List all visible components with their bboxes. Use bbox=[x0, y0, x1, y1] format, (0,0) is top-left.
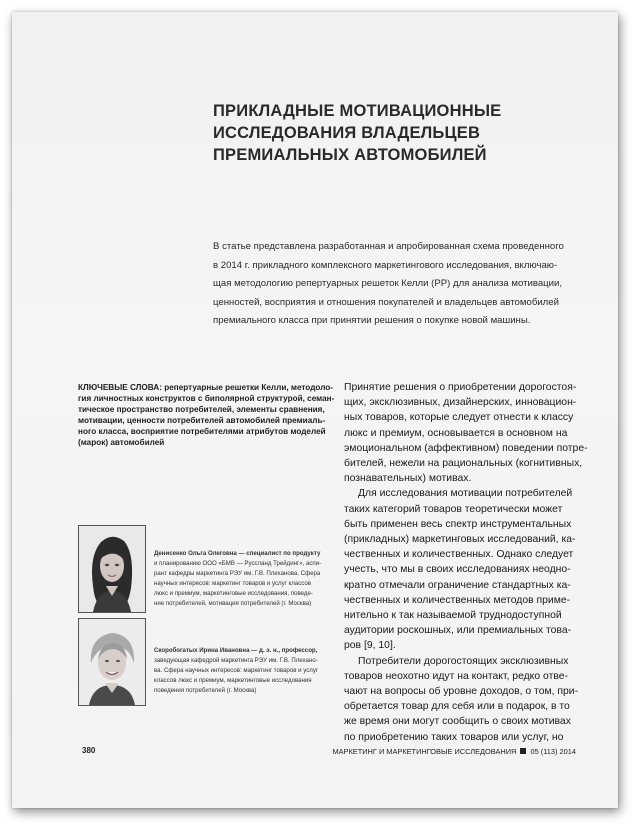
page-number: 380 bbox=[82, 746, 96, 755]
author-info-line: рант кафедры маркетинга РЭУ им. Г.В. Плеханова. Сфера bbox=[154, 570, 321, 577]
author-info-line: классов люкс и премиум, маркетинговые исследования bbox=[154, 677, 312, 684]
title-line: ИССЛЕДОВАНИЯ ВЛАДЕЛЬЦЕВ bbox=[213, 124, 481, 142]
abstract-line: в 2014 г. прикладного комплексного маркетингового исследования, включаю- bbox=[213, 259, 558, 271]
body-line: товаров неохотно идут на контакт, редко отве- bbox=[344, 670, 568, 682]
article-title bbox=[213, 100, 543, 166]
body-line: же время они могут сообщить о своих мотивах bbox=[344, 716, 571, 728]
body-line: эмоциональном (аффективном) поведении потре- bbox=[344, 442, 588, 454]
journal-name: МАРКЕТИНГ И МАРКЕТИНГОВЫЕ ИССЛЕДОВАНИЯ bbox=[332, 747, 517, 756]
body-line: таких категорий товаров теоретически может bbox=[344, 503, 563, 515]
body-line: познавательных) мотивах. bbox=[344, 473, 472, 485]
author-info-line: люкс и премиум, маркетинговые исследования, поведе- bbox=[154, 590, 313, 597]
article-abstract bbox=[213, 238, 585, 331]
article-body bbox=[344, 380, 589, 745]
keywords-line: ного класса, восприятие потребителями атрибутов моделей bbox=[78, 427, 326, 436]
author-info bbox=[154, 549, 344, 609]
body-line: по приобретению таких товаров или услуг, но bbox=[344, 731, 564, 743]
body-line: люкс и премиум, основывается в основном на bbox=[344, 427, 568, 439]
journal-footer bbox=[332, 747, 576, 756]
body-line: ров [9, 10]. bbox=[344, 640, 396, 652]
keywords-line: мотивации, ценности потребителей автомобилей премиаль- bbox=[78, 416, 326, 425]
body-line: учесть, что мы в своих исследованиях неодно- bbox=[344, 564, 571, 576]
body-line: щих, эксклюзивных, дизайнерских, инновацион- bbox=[344, 397, 577, 409]
keywords-line: (марок) автомобилей bbox=[78, 438, 165, 447]
author-info-line: Денисенко Ольга Олеговна — специалист по продукту bbox=[154, 550, 321, 557]
abstract-line: ценностей, восприятия и отношения покупателей и владельцев автомобилей bbox=[213, 296, 559, 308]
keywords-line: КЛЮЧЕВЫЕ СЛОВА: репертуарные решетки Келли, методоло- bbox=[78, 383, 334, 392]
body-line: чают на вопросы об уровне доходов, о том, при- bbox=[344, 686, 579, 698]
square-bullet-icon bbox=[520, 748, 526, 754]
title-line: ПРИКЛАДНЫЕ МОТИВАЦИОННЫЕ bbox=[213, 102, 502, 120]
author-info-line: поведения потребителей (г. Москва) bbox=[154, 687, 257, 694]
body-line: быть применен весь спектр инструментальных bbox=[344, 518, 572, 530]
abstract-line: премиального класса при принятии решения о покупке новой машины. bbox=[213, 315, 531, 326]
body-line: нительно к так называемой труднодоступной bbox=[344, 610, 562, 622]
body-line: чественных и количественных методов приме- bbox=[344, 594, 571, 606]
author-info-line: заведующая кафедрой маркетинга РЭУ им. Г.В. Плехано- bbox=[154, 657, 318, 664]
journal-issue: 05 (113) 2014 bbox=[530, 747, 576, 756]
body-line: кратно отмечали ограничение стандартных ка- bbox=[344, 579, 571, 591]
body-line: аудитории роскошных, или премиальных това- bbox=[344, 625, 572, 637]
keywords-block bbox=[78, 382, 333, 448]
author-photo bbox=[78, 525, 146, 613]
body-line: Для исследования мотивации потребителей bbox=[358, 488, 573, 500]
author-info-line: и планированию ООО «БМВ — Руссланд Трейдинг», аспи- bbox=[154, 560, 322, 567]
author-info-line: ние потребителей, мотивация потребителей (г. Москва) bbox=[154, 600, 312, 607]
abstract-line: щая методологию репертуарных решеток Келли (РР) для анализа мотивации, bbox=[213, 278, 563, 289]
body-line: чественных и количественных. Однако следует bbox=[344, 549, 574, 561]
author-info-line: научных интересов: маркетинг товаров и услуг классов bbox=[154, 580, 312, 587]
body-line: Потребители дорогостоящих эксклюзивных bbox=[358, 655, 569, 667]
body-line: ных товаров, которые следует отнести к классу bbox=[344, 412, 574, 424]
author-info-line: Скоробогатых Ирина Ивановна — д. э. н., профессор, bbox=[154, 647, 318, 654]
author-card-skorobogatykh bbox=[78, 618, 338, 704]
body-line: обретается товар для себя или в подарок, в то bbox=[344, 701, 570, 713]
abstract-line: В статье представлена разработанная и апробированная схема проведенного bbox=[213, 241, 564, 252]
keywords-line: тическое пространство потребителей, элементы сравнения, bbox=[78, 405, 325, 414]
body-line: Принятие решения о приобретении дорогостоя- bbox=[344, 382, 577, 393]
author-photo bbox=[78, 618, 146, 706]
author-card-denisenko bbox=[78, 525, 338, 611]
author-info-line: ва. Сфера научных интересов: маркетинг товаров и услуг bbox=[154, 667, 319, 674]
author-info bbox=[154, 646, 344, 696]
body-line: бителей, нежели на рациональных (когнитивных, bbox=[344, 458, 583, 470]
author-portrait-icon bbox=[79, 526, 145, 612]
keywords-line: гия личностных конструктов с биполярной структурой, семан- bbox=[78, 394, 335, 403]
author-portrait-icon bbox=[79, 619, 145, 705]
body-line: (прикладных) маркетинговых исследований, ка- bbox=[344, 534, 576, 546]
title-line: ПРЕМИАЛЬНЫХ АВТОМОБИЛЕЙ bbox=[213, 146, 487, 164]
